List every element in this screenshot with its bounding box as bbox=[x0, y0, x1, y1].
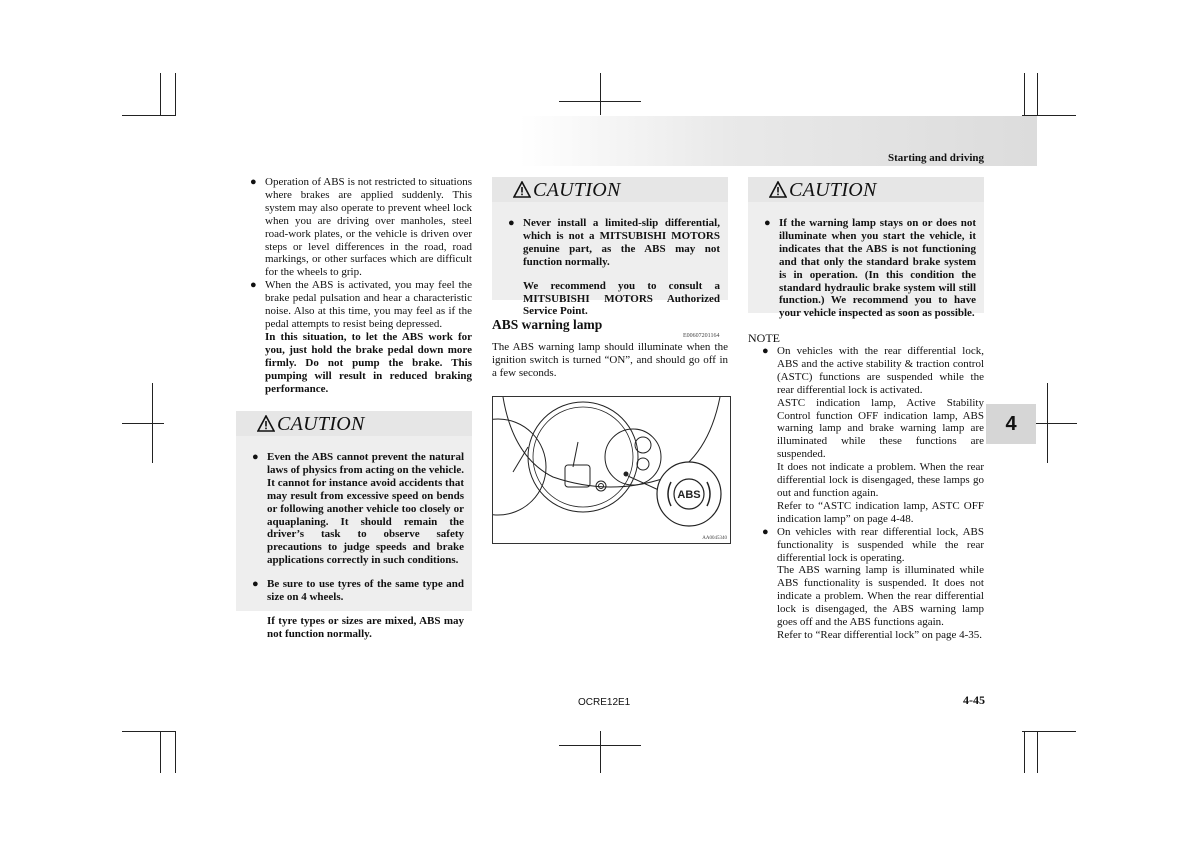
page-number: 4-45 bbox=[963, 693, 985, 707]
column-left bbox=[250, 176, 472, 395]
abs-icon-text: ABS bbox=[677, 489, 701, 501]
section-heading: ABS warning lamp bbox=[492, 317, 603, 332]
caution-box bbox=[748, 177, 984, 320]
list-item bbox=[762, 526, 984, 642]
figure-code: AA0045340 bbox=[702, 536, 727, 541]
list-item bbox=[252, 578, 464, 641]
bullet-icon: ● bbox=[252, 578, 259, 591]
caution-body bbox=[492, 202, 728, 318]
warning-triangle-icon bbox=[769, 181, 787, 198]
document-code: OCRE12E1 bbox=[578, 697, 631, 708]
caution-title: CAUTION bbox=[533, 179, 621, 201]
list-item bbox=[508, 217, 720, 318]
caution-header bbox=[748, 177, 984, 202]
bullet-icon: ● bbox=[762, 525, 769, 538]
caution-text: Be sure to use tyres of the same type and size on 4 wheels. bbox=[267, 578, 464, 604]
reference-code: E00607201164 bbox=[683, 333, 720, 339]
note-label: NOTE bbox=[748, 331, 780, 345]
note-content bbox=[762, 345, 984, 642]
note-text: On vehicles with the rear differential lock, ABS and the active stability & traction control (ASTC) functions are suspended while the rear differential lock is activated. bbox=[777, 345, 984, 396]
bullet-icon: ● bbox=[764, 217, 771, 229]
bullet-icon: ● bbox=[508, 217, 515, 229]
abs-lamp-text bbox=[492, 341, 728, 380]
bullet-icon: ● bbox=[252, 451, 259, 463]
list-item bbox=[250, 176, 472, 279]
note-text: Refer to “ASTC indication lamp, ASTC OFF indication lamp” on page 4-48. bbox=[777, 499, 984, 525]
list-item bbox=[250, 279, 472, 395]
chapter-number: 4 bbox=[1005, 412, 1017, 435]
caution-title: CAUTION bbox=[277, 413, 365, 435]
caution-text: Never install a limited-slip differential, which is not a MITSUBISHI MOTORS genuine part, as the ABS may not function normally. bbox=[523, 217, 720, 268]
section-title: Starting and driving bbox=[888, 152, 984, 164]
bullet-icon: ● bbox=[250, 279, 257, 292]
caution-box bbox=[492, 177, 728, 318]
note-text: Refer to “Rear differential lock” on page 4-35. bbox=[777, 628, 983, 641]
warning-triangle-icon bbox=[257, 415, 275, 432]
caution-text: We recommend you to consult a MITSUBISHI MOTORS Authorized Service Point. bbox=[523, 279, 720, 318]
note-text: ASTC indication lamp, Active Stability Control function OFF indication lamp, ABS warning lamp and brake warning lamp are illuminated while these functions are suspended. bbox=[777, 396, 984, 461]
bullet-bold-text: In this situation, to let the ABS work for you, just hold the brake pedal down more firmly. Do not pump the brake. This pumping will result in reduced braking performance. bbox=[265, 330, 472, 395]
caution-text: Even the ABS cannot prevent the natural laws of physics from acting on the vehicle. It cannot for instance avoid accidents that may result from excessive speed on bends or following another vehicle too closely or aquaplaning. It should remain the driver’s task to observe safety precautions to judge speeds and brake applications correctly in such conditions. bbox=[267, 451, 464, 567]
bullet-text: When the ABS is activated, you may feel the brake pedal pulsation and hear a characteristic noise. Also at this time, you may feel as if the pedal attempts to resist being depressed. bbox=[265, 279, 472, 330]
list-item bbox=[762, 345, 984, 526]
caution-body bbox=[236, 436, 472, 640]
caution-header bbox=[492, 177, 728, 202]
chapter-tab bbox=[986, 404, 1036, 444]
bullet-text: Operation of ABS is not restricted to situations where brakes are applied suddenly. This system may also operate to prevent wheel lock when you are driving over manholes, steel road-work plates, or the vehicle is driven over steps or level differences in the road, road markings, or other surfaces which are difficult for the wheels to grip. bbox=[265, 176, 472, 279]
caution-box bbox=[236, 411, 472, 640]
caution-content bbox=[764, 206, 976, 331]
instrument-cluster-illustration bbox=[493, 397, 730, 543]
caution-body bbox=[748, 202, 984, 320]
list-item bbox=[252, 451, 464, 567]
bullet-icon: ● bbox=[762, 345, 769, 357]
caution-header bbox=[236, 411, 472, 436]
caution-content bbox=[252, 440, 464, 652]
note-text: The ABS warning lamp is illuminated while ABS functionality is suspended. It does not indicate a problem. When the rear differential lock is disengaged, the ABS warning lamp goes off and the ABS functions again. bbox=[777, 564, 984, 629]
body-text: The ABS warning lamp should illuminate when the ignition switch is turned “ON”, and should go off in a few seconds. bbox=[492, 341, 728, 379]
list-item bbox=[764, 217, 976, 320]
bullet-icon: ● bbox=[250, 176, 257, 188]
caution-content bbox=[508, 206, 720, 329]
note-text: It does not indicate a problem. When the rear differential lock is disengaged, these lamps go out and function again. bbox=[777, 461, 984, 499]
warning-triangle-icon bbox=[513, 181, 531, 198]
caution-text: If tyre types or sizes are mixed, ABS may not function normally. bbox=[267, 614, 464, 640]
caution-title: CAUTION bbox=[789, 179, 877, 201]
note-text: On vehicles with rear differential lock, ABS functionality is suspended while the rear differential lock is operating. bbox=[777, 525, 984, 564]
caution-text: If the warning lamp stays on or does not illuminate when you start the vehicle, it indicates that the ABS is not functioning and that only the standard brake system is in operation. (In this condition the standard hydraulic brake system will still function.) We recommend you to have your vehicle inspected as soon as possible. bbox=[779, 217, 976, 320]
instrument-cluster-figure bbox=[492, 396, 731, 544]
